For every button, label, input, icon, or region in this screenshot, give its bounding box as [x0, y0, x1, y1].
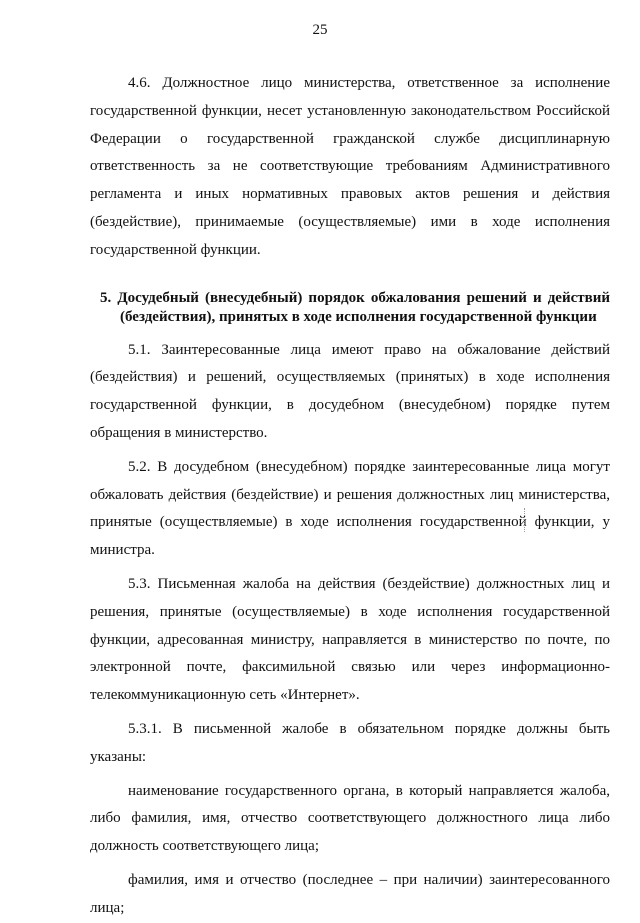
paragraph-5-2: 5.2. В досудебном (внесудебном) порядке заинтересованные лица могут обжаловать действия (бездействие) и решения должностных лиц министерства, принятые (осуществляемые) в ходе исполнения государственной функции, у министра.: [90, 458, 610, 559]
paragraph-4-6: 4.6. Должностное лицо министерства, ответственное за исполнение государственной функции, несет установленную законодательством Российской Федерации о государственной гражданской службе дисциплинарную ответственность за не соответствующие требованиям Административного регламента и иных нормативных правовых актов решения и действия (бездействие), принимаемые (осуществляемые) ими в ходе исполнения государственной функции.: [90, 75, 610, 258]
list-item: наименование государственного органа, в который направляется жалоба, либо фамилия, имя, отчество соответствующего должностного лица либо должность соответствующего лица;: [90, 782, 610, 855]
document-body: [90, 70, 610, 923]
section-5-heading: 5. Досудебный (внесудебный) порядок обжалования решений и действий (бездействия), принятых в ходе исполнения государственной функции: [100, 289, 610, 325]
paragraph-5-1: 5.1. Заинтересованные лица имеют право на обжалование действий (бездействия) и решений, осуществляемых (принятых) в ходе исполнения государственной функции, в досудебном (внесудебном) порядке путем обращения в министерство.: [90, 341, 610, 441]
scan-artifact-mark: [524, 508, 526, 532]
list-item: фамилия, имя и отчество (последнее – при наличии) заинтересованного лица;: [90, 871, 610, 916]
paragraph-5-3: 5.3. Письменная жалоба на действия (бездействие) должностных лиц и решения, принятые (осуществляемые) в ходе исполнения государственной функции, адресованная министру, направляется в министерство по почте, по электронной почте, факсимильной связью или через информационно-телекоммуникационную сеть «Интернет».: [90, 575, 610, 704]
page-number: 25: [312, 22, 328, 38]
paragraph-5-3-1: 5.3.1. В письменной жалобе в обязательном порядке должны быть указаны:: [90, 720, 610, 765]
